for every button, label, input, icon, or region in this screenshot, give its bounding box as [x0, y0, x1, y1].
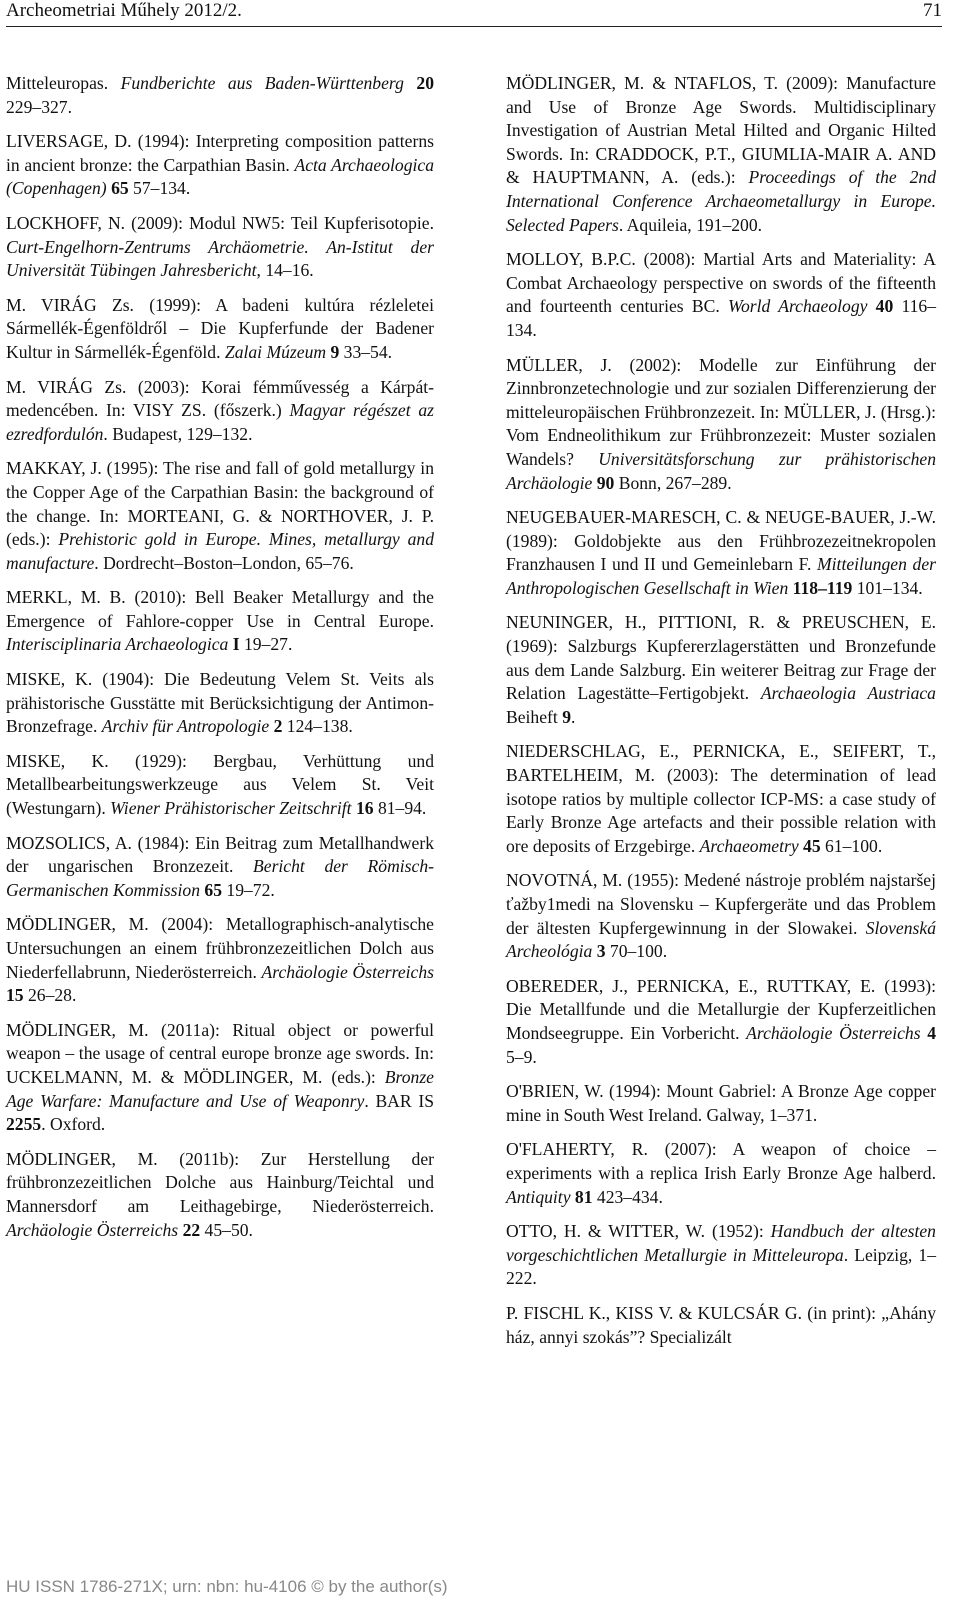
- reference-text-segment: OBEREDER, J., PERNICKA, E., RUTTKAY, E. (1993): Die Metallfunde und die Metallurgie der Kupferzeitlichen Mondseegruppe. Ein Vorbericht.: [506, 975, 936, 1043]
- reference-entry: [506, 1138, 936, 1209]
- reference-text-segment: NEUGEBAUER-MARESCH, C. & NEUGE-BAUER, J.-W. (1989): Goldobjekte aus den Frühbrozezeitnekropolen Franzhausen I und II und Gemeinlebarn F.: [506, 507, 936, 575]
- reference-entry: [6, 72, 434, 119]
- reference-entry: [6, 668, 434, 739]
- reference-text-segment: Archaeologia Austriaca: [760, 683, 936, 704]
- reference-text-segment: MÖDLINGER, M. & NTAFLOS, T. (2009): Manufacture and Use of Bronze Age Swords. Multidisciplinary Investigation of Austrian Metal Hilted and Organic Hilted Swords. In: CRADDOCK, P.T., GIUMLIA-MAIR A. AND & HAUPTMANN, A. (eds.):: [506, 73, 936, 188]
- reference-text-segment: 81: [574, 1186, 593, 1207]
- reference-text-segment: 4: [927, 1022, 936, 1043]
- reference-text-segment: 45–50.: [200, 1219, 253, 1240]
- reference-text-segment: Mitteilungen der Anthropologischen Gesellschaft in Wien: [506, 554, 936, 598]
- reference-text-segment: 70–100.: [605, 941, 668, 962]
- reference-text-segment: Beiheft: [506, 706, 563, 727]
- reference-text-segment: MAKKAY, J. (1995): The rise and fall of gold metallurgy in the Copper Age of the Carpathian Basin: the background of the change. In: MORTEANI, G. & NORTHOVER, J. P. (eds.):: [6, 458, 434, 550]
- reference-text-segment: 229–327.: [6, 96, 72, 117]
- reference-text-segment: 20: [416, 73, 434, 93]
- reference-entry: [506, 72, 936, 237]
- reference-text-segment: MÖDLINGER, M. (2011b): Zur Herstellung der frühbronzezeitlichen Dolche aus Hainburg/Teichtal und Mannersdorf am Leithagebirge, Niederösterreich.: [6, 1148, 434, 1216]
- reference-text-segment: 19–27.: [239, 634, 293, 655]
- reference-text-segment: O'FLAHERTY, R. (2007): A weapon of choice – experiments with a replica Irish Early Bronze Age halberd.: [506, 1139, 936, 1183]
- journal-title: Archeometriai Műhely 2012/2.: [6, 0, 242, 21]
- reference-text-segment: 5–9.: [506, 1046, 537, 1067]
- reference-text-segment: Universitätsforschung zur prähistorischen Archäologie: [506, 448, 937, 493]
- reference-text-segment: . BAR IS: [364, 1090, 434, 1111]
- reference-text-segment: Archäologie Österreichs: [6, 1219, 183, 1240]
- reference-entry: [6, 212, 434, 283]
- reference-text-segment: 2: [273, 716, 283, 737]
- reference-text-segment: . Aquileia, 191–200.: [618, 214, 763, 235]
- reference-text-segment: 90: [596, 472, 615, 493]
- reference-text-segment: . Budapest, 129–132.: [103, 423, 253, 444]
- reference-text-segment: Prehistoric gold in Europe. Mines, metallurgy and manufacture: [6, 529, 434, 573]
- reference-text-segment: Archaeometry: [699, 835, 804, 856]
- reference-text-segment: MISKE, K. (1904): Die Bedeutung Velem St. Veits als prähistorische Gusstätte mit Berücksichtigung der Antimon-Bronzefrage.: [6, 669, 434, 737]
- reference-text-segment: 15: [6, 985, 24, 1006]
- reference-text-segment: . Dordrecht–Boston–London, 65–76.: [94, 552, 354, 573]
- reference-text-segment: Interisciplinaria Archaeologica: [6, 634, 233, 655]
- reference-text-segment: Zalai Múzeum: [224, 341, 331, 362]
- reference-entry: [6, 750, 434, 821]
- reference-entry: [506, 1220, 936, 1291]
- reference-text-segment: Bonn, 267–289.: [614, 472, 732, 493]
- reference-text-segment: 2255: [6, 1114, 42, 1135]
- reference-text-segment: Archiv für Antropologie: [101, 716, 274, 737]
- reference-text-segment: M. VIRÁG Zs. (1999): A badeni kultúra rézleletei Sármellék-Égenföldről – Die Kupferfunde der Badener Kultur in Sármellék-Égenföld.: [6, 294, 434, 362]
- reference-text-segment: World Archaeology: [727, 296, 876, 317]
- right-reference-column: [506, 72, 936, 1360]
- reference-entry: [6, 1148, 434, 1242]
- reference-text-segment: Antiquity: [506, 1186, 575, 1207]
- reference-text-segment: NEUNINGER, H., PITTIONI, R. & PREUSCHEN, E. (1969): Salzburgs Kupfererzlagerstätten und Bronzefunde aus dem Lande Salzburg. Ein weiterer Beitrag zur Frage der Relation Lagestätte–Fertigobjekt.: [506, 612, 936, 704]
- reference-entry: [6, 130, 434, 201]
- reference-text-segment: MÖDLINGER, M. (2004): Metallographisch-analytische Untersuchungen an einem frühbronzezeitlichen Dolch aus Niederfellabrunn, Niederösterreich.: [6, 914, 434, 982]
- reference-text-segment: Curt-Engelhorn-Zentrums Archäometrie. An-Istitut der Universität Tübingen Jahresbericht: [6, 236, 434, 281]
- reference-text-segment: 65: [204, 879, 223, 900]
- reference-text-segment: 61–100.: [820, 835, 883, 856]
- reference-text-segment: 116–134.: [506, 296, 936, 340]
- reference-text-segment: MERKL, M. B. (2010): Bell Beaker Metallurgy and the Emergence of Fahlore-copper Use in Central Europe.: [6, 587, 434, 631]
- reference-text-segment: Wiener Prähistorischer Zeitschrift: [110, 798, 356, 819]
- reference-text-segment: P. FISCHL K., KISS V. & KULCSÁR G. (in print): „Ahány ház, annyi szokás”? Specializált: [506, 1302, 936, 1347]
- reference-text-segment: 3: [596, 941, 606, 962]
- reference-text-segment: Archäologie Österreichs: [261, 961, 434, 982]
- reference-text-segment: 65: [111, 178, 129, 199]
- reference-text-segment: 423–434.: [592, 1186, 663, 1207]
- reference-text-segment: MOLLOY, B.P.C. (2008): Martial Arts and Materiality: A Combat Archaeology perspective on swords of the fifteenth and fourteenth centuries BC.: [506, 249, 936, 317]
- reference-text-segment: .: [570, 706, 576, 727]
- reference-text-segment: 40: [875, 296, 894, 317]
- reference-entry: [506, 869, 936, 963]
- reference-text-segment: Acta Archaeologica (Copenhagen): [6, 154, 434, 199]
- reference-text-segment: NOVOTNÁ, M. (1955): Medené nástroje problém najstaršej ťažby1medi na Slovensku – Kupfergeräte und das Problem der ältesten Kupfergewinnung in der Slowakei.: [506, 870, 936, 938]
- reference-text-segment: MÜLLER, J. (2002): Modelle zur Einführung der Zinnbronzetechnologie und zur sozialen Differenzierung der mitteleuropäischen Frühbronzezeit. In: MÜLLER, J. (Hrsg.): Vom Endneolithikum zur Frühbronzezeit: Muster sozialen Wandels?: [506, 354, 936, 469]
- reference-text-segment: 33–54.: [339, 341, 393, 362]
- reference-text-segment: 45: [803, 835, 821, 856]
- reference-entry: [6, 376, 434, 447]
- reference-entry: [6, 913, 434, 1007]
- reference-text-segment: MÖDLINGER, M. (2011a): Ritual object or powerful weapon – the usage of central europe bronze age swords. In: UCKELMANN, M. & MÖDLINGER, M. (eds.):: [6, 1019, 434, 1087]
- reference-text-segment: 22: [182, 1219, 201, 1240]
- reference-text-segment: Handbuch der altesten vorgeschichtlichen Metallurgie in Mitteleuropa: [506, 1221, 936, 1265]
- footer-issn: HU ISSN 1786-271X; urn: nbn: hu-4106 © by the author(s): [6, 1577, 448, 1596]
- reference-entry: [506, 740, 936, 858]
- running-header: [6, 0, 942, 27]
- reference-text-segment: Fundberichte aus Baden-Württenberg: [120, 73, 417, 93]
- reference-entry: [6, 586, 434, 657]
- reference-text-segment: LIVERSAGE, D. (1994): Interpreting composition patterns in ancient bronze: the Carpathian Basin.: [6, 131, 434, 175]
- reference-entry: [506, 248, 936, 342]
- reference-entry: [506, 1080, 936, 1127]
- reference-text-segment: Bronze Age Warfare: Manufacture and Use of Weaponry: [6, 1066, 434, 1111]
- reference-text-segment: MOZSOLICS, A. (1984): Ein Beitrag zum Metallhandwerk der ungarischen Bronzezeit.: [6, 832, 434, 877]
- reference-text-segment: Mitteleuropas.: [6, 73, 121, 93]
- reference-entry: [6, 457, 434, 575]
- reference-text-segment: NIEDERSCHLAG, E., PERNICKA, E., SEIFERT, T., BARTELHEIM, M. (2003): The determination of lead isotope ratios by multiple collector ICP-MS: a case study of Early Bronze Age artefacts and their possible relation with ore deposits of Erzgebirge.: [506, 741, 936, 856]
- reference-text-segment: 9: [562, 706, 571, 727]
- left-reference-column: [6, 72, 434, 1253]
- reference-entry: [506, 975, 936, 1069]
- reference-text-segment: M. VIRÁG Zs. (2003): Korai fémművesség a Kárpát-medencében. In: VISY ZS. (főszerk.): [6, 376, 434, 421]
- reference-text-segment: Archäologie Österreichs: [746, 1022, 928, 1043]
- reference-text-segment: Proceedings of the 2nd International Conference Archaeometallurgy in Europe. Selected Papers: [506, 167, 936, 235]
- reference-text-segment: Bericht der Römisch-Germanischen Kommission: [6, 856, 434, 900]
- reference-text-segment: 57–134.: [128, 178, 191, 199]
- reference-text-segment: 118–119: [792, 577, 853, 598]
- reference-entry: [506, 611, 936, 729]
- reference-entry: [6, 832, 434, 903]
- reference-text-segment: 16: [355, 798, 374, 819]
- reference-entry: [506, 354, 936, 496]
- reference-text-segment: . Leipzig, 1–222.: [506, 1244, 936, 1289]
- reference-entry: [6, 294, 434, 365]
- reference-text-segment: LOCKHOFF, N. (2009): Modul NW5: Teil Kupferisotopie.: [6, 212, 434, 233]
- page-number: 71: [923, 0, 942, 21]
- reference-text-segment: OTTO, H. & WITTER, W. (1952):: [506, 1221, 771, 1242]
- reference-text-segment: MISKE, K. (1929): Bergbau, Verhüttung und Metallbearbeitungswerkzeuge aus Velem St. Veit (Westungarn).: [6, 750, 434, 819]
- reference-text-segment: Magyar régészet az ezredfordulón: [6, 400, 434, 444]
- reference-text-segment: 9: [330, 341, 340, 362]
- reference-text-segment: 101–134.: [852, 577, 923, 598]
- reference-text-segment: 124–138.: [282, 716, 353, 737]
- reference-text-segment: 81–94.: [373, 798, 427, 819]
- reference-text-segment: I: [232, 634, 240, 655]
- reference-entry: [506, 506, 936, 600]
- reference-text-segment: O'BRIEN, W. (1994): Mount Gabriel: A Bronze Age copper mine in South West Ireland. Galway, 1–371.: [506, 1081, 936, 1125]
- reference-text-segment: 19–72.: [222, 879, 275, 900]
- reference-entry: [6, 1019, 434, 1137]
- reference-text-segment: Slovenská Archeológia: [506, 917, 936, 962]
- reference-text-segment: . Oxford.: [41, 1114, 106, 1135]
- reference-text-segment: 26–28.: [23, 985, 77, 1006]
- reference-text-segment: , 14–16.: [256, 260, 314, 281]
- reference-entry: [506, 1302, 936, 1349]
